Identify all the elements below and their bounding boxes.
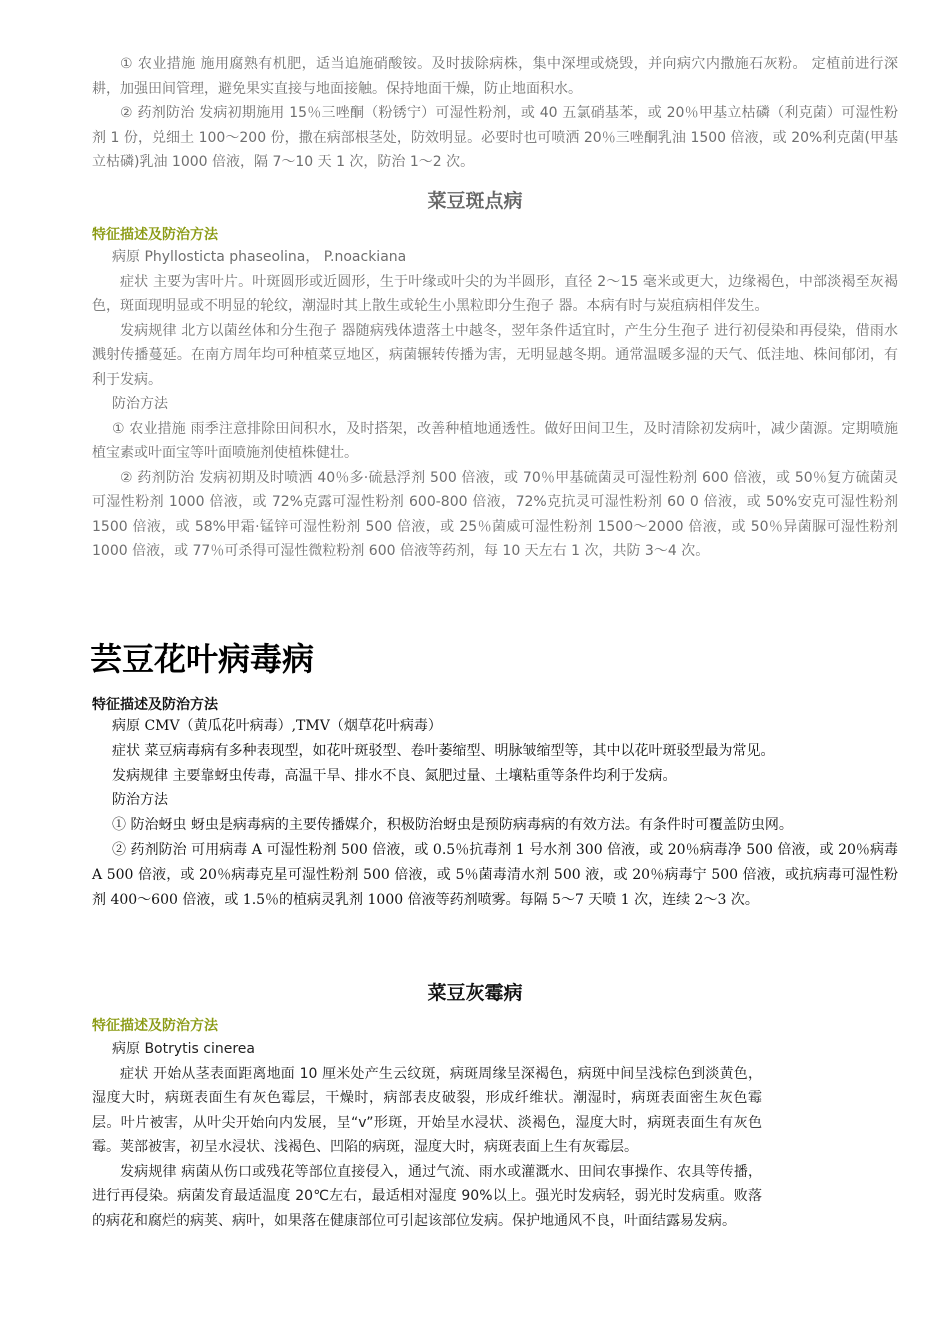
pattern-paragraph: 发病规律 病菌从伤口或残花等部位直接侵入，通过气流、雨水或灌溉水、田间农事操作、农具等传播，进行再侵染。病菌发育最适温度 20℃左右，最适相对湿度 90%以上。强光时发病轻，弱光时发病重。败落的病花和腐烂的病荚、病叶，如果落在健康部位可引起该部位发病。保护地通风不良，叶面结露易发病。 (92, 1163, 762, 1229)
section-title: 菜豆灰霉病 (427, 982, 523, 1004)
agri-measures-paragraph: ① 农业措施 施用腐熟有机肥，适当追施硝酸铵。及时拔除病株，集中深埋或烧毁，并向病穴内撒施石灰粉。 定植前进行深耕，加强田间管理，避免果实直接与地面接触。保持地面干燥，防止地面积水。 (92, 56, 898, 97)
section-bean-gray-mold-body (0, 1015, 950, 1233)
method-1-paragraph: ① 防治蚜虫 蚜虫是病毒病的主要传播媒介，积极防治蚜虫是预防病毒病的有效方法。有条件时可覆盖防虫网。 (112, 817, 793, 834)
section-bean-mosaic-virus (0, 634, 950, 680)
section-bean-mosaic-virus-body (0, 694, 950, 912)
pattern-paragraph: 发病规律 北方以菌丝体和分生孢子 器随病残体遗落土中越冬，翌年条件适宜时，产生分生孢子 进行初侵染和再侵染，借雨水溅射传播蔓延。在南方周年均可种植菜豆地区，病菌辗转传播为害，无明显越冬期。通常温暖多湿的天气、低洼地、株间郁闭，有利于发病。 (92, 322, 898, 388)
method-2-paragraph: ② 药剂防治 发病初期及时喷洒 40％多·硫悬浮剂 500 倍液，或 70％甲基硫菌灵可湿性粉剂 600 倍液，或 50％复方硫菌灵可湿性粉剂 1000 倍液，或 72%克露可湿性粉剂 600-800 倍液，72%克抗灵可湿性粉剂 60 0 倍液，或 50%安克可湿性粉剂 1500 倍液，或 58%甲霜·锰锌可湿性粉剂 500 倍液，或 25％菌威可湿性粉剂 1500～2000 倍液，或 50％异菌脲可湿性粉剂 1000 倍液，或 77％可杀得可湿性微粒粉剂 600 倍液等药剂，每 10 天左右 1 次，共防 3～4 次。 (92, 469, 898, 559)
symptom-paragraph: 症状 开始从茎表面距离地面 10 厘米处产生云纹斑，病斑周缘呈深褐色，病斑中间呈浅棕色到淡黄色，湿度大时，病斑表面生有灰色霉层，干燥时，病部表皮破裂，形成纤维状。潮湿时，病斑表面密生灰色霉层。叶片被害，从叶尖开始向内发展，呈“v”形斑，开始呈水浸状、淡褐色，湿度大时，病斑表面生有灰色霉。荚部被害，初呈水浸状、浅褐色、凹陷的病斑，湿度大时，病斑表面上生有灰霉层。 (92, 1065, 762, 1155)
top-section (0, 52, 950, 175)
section-title: 芸豆花叶病毒病 (90, 640, 315, 678)
method-2-paragraph: ② 药剂防治 可用病毒 A 可湿性粉剂 500 倍液，或 0.5％抗毒剂 1 号水剂 300 倍液，或 20％病毒净 500 倍液，或 20％病毒 A 500 倍液，或 20％病毒克星可湿性粉剂 500 倍液，或 5％菌毒清水剂 500 液，或 20％病毒宁 500 倍液，或抗病毒可湿性粉剂 400～600 倍液，或 1.5％的植病灵乳剂 1000 倍液等药剂喷雾。每隔 5～7 天喷 1 次，连续 2～3 次。 (92, 841, 898, 908)
pathogen-line: 病原 Phyllosticta phaseolina， P.noackiana (112, 249, 407, 265)
pattern-paragraph: 发病规律 主要靠蚜虫传毒，高温干旱、排水不良、氮肥过量、土壤粘重等条件均利于发病。 (112, 767, 677, 784)
chemical-control-paragraph: ② 药剂防治 发病初期施用 15％三唑酮（粉锈宁）可湿性粉剂，或 40 五氯硝基苯，或 20％甲基立枯磷（利克菌）可湿性粉剂 1 份，兑细土 100～200 份，撒在病部根茎处，防效明显。必要时也可喷洒 20％三唑酮乳油 1500 倍液，或 20%利克菌(甲基立枯磷)乳油 1000 倍液，隔 7～10 天 1 次，防治 1～2 次。 (92, 105, 898, 170)
section-subtitle: 特征描述及防治方法 (92, 1018, 218, 1034)
section-bean-leaf-spot-body (0, 224, 950, 564)
section-title: 菜豆斑点病 (427, 190, 523, 212)
methods-heading: 防治方法 (112, 792, 168, 809)
pathogen-line: 病原 Botrytis cinerea (112, 1041, 255, 1057)
methods-heading: 防治方法 (112, 396, 168, 412)
method-1-paragraph: ① 农业措施 雨季注意排除田间积水，及时搭架，改善种植地通透性。做好田间卫生，及时清除初发病叶，减少菌源。定期喷施植宝素或叶面宝等叶面喷施剂使植株健壮。 (92, 420, 898, 461)
section-subtitle: 特征描述及防治方法 (92, 227, 218, 243)
section-bean-gray-mold (0, 978, 950, 1005)
section-bean-leaf-spot (0, 186, 950, 213)
pathogen-line: 病原 CMV（黄瓜花叶病毒）,TMV（烟草花叶病毒） (112, 718, 442, 734)
section-subtitle: 特征描述及防治方法 (92, 697, 218, 713)
symptom-paragraph: 症状 菜豆病毒病有多种表现型，如花叶斑驳型、卷叶萎缩型、明脉皱缩型等，其中以花叶斑驳型最为常见。 (112, 742, 775, 759)
symptom-paragraph: 症状 主要为害叶片。叶斑圆形或近圆形，生于叶缘或叶尖的为半圆形，直径 2～15 毫米或更大，边缘褐色，中部淡褐至灰褐色，斑面现明显或不明显的轮纹，潮湿时其上散生或轮生小黑粒即分生孢子 器。本病有时与炭疽病相伴发生。 (92, 273, 898, 314)
